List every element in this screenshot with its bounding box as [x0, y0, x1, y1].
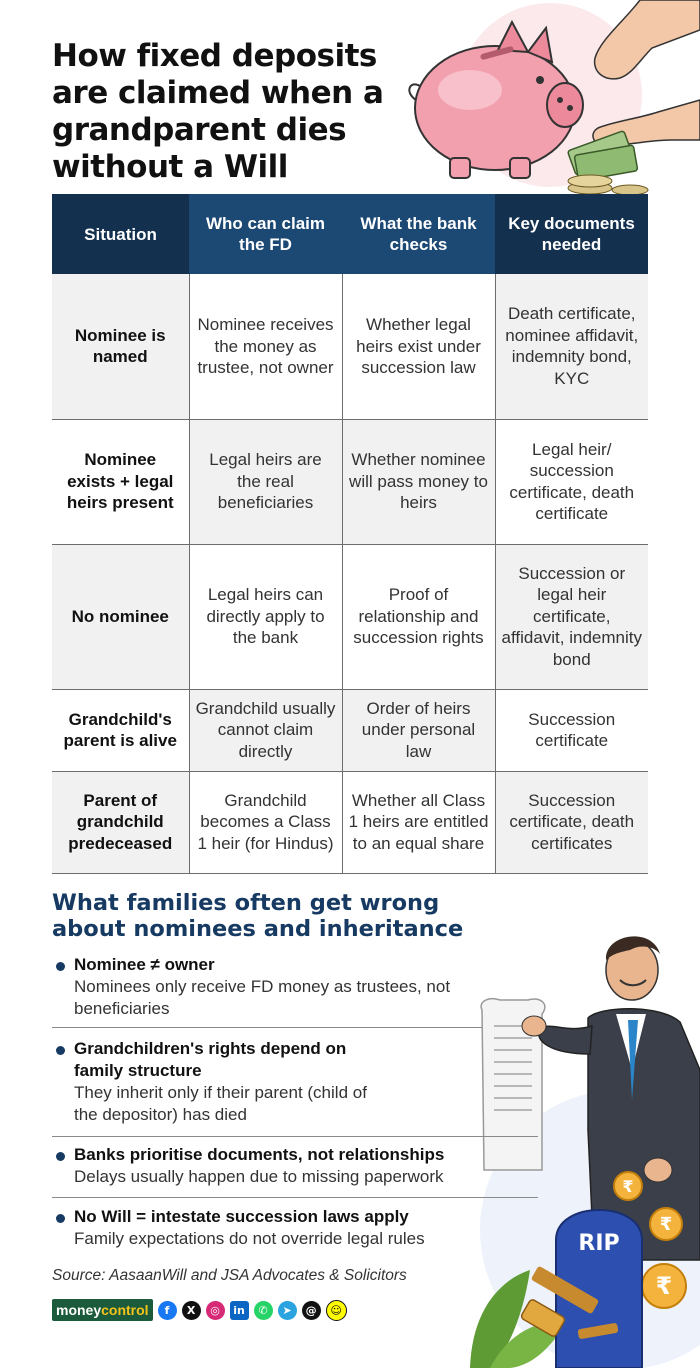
table-row	[52, 419, 648, 544]
divider	[52, 1197, 538, 1198]
table-cell: Legal heir/ succession certificate, death certificate	[495, 419, 648, 544]
table-cell: Succession or legal heir certificate, affidavit, indemnity bond	[495, 544, 648, 689]
table-header-row	[52, 194, 648, 274]
footer-brand-row	[52, 1298, 347, 1322]
threads-icon[interactable]: @	[302, 1301, 321, 1320]
situation-cell: No nominee	[52, 544, 189, 689]
tip-body: Nominees only receive FD money as trustees, not beneficiaries	[74, 977, 451, 1018]
rupee-symbol: ₹	[659, 1214, 673, 1235]
tip-body: Delays usually happen due to missing paperwork	[74, 1167, 444, 1186]
table-cell: Succession certificate, death certificates	[495, 771, 648, 873]
rupee-symbol: ₹	[655, 1272, 673, 1300]
table-cell: Whether all Class 1 heirs are entitled to an equal share	[342, 771, 495, 873]
fd-claims-table	[52, 194, 648, 874]
telegram-icon[interactable]: ➤	[278, 1301, 297, 1320]
rupee-symbol: ₹	[622, 1177, 634, 1196]
situation-cell: Nominee is named	[52, 274, 189, 419]
divider	[52, 1136, 538, 1137]
tip-heading: Grandchildren's rights depend on family structure	[52, 1038, 382, 1082]
tombstone-label: RIP	[578, 1231, 620, 1256]
table-cell: Whether legal heirs exist under succession law	[342, 274, 495, 419]
table-cell: Legal heirs can directly apply to the bank	[189, 544, 342, 689]
situation-cell: Nominee exists + legal heirs present	[52, 419, 189, 544]
tip-heading: No Will = intestate succession laws apply	[52, 1206, 542, 1228]
table-cell: Proof of relationship and succession rights	[342, 544, 495, 689]
table-cell: Grandchild usually cannot claim directly	[189, 689, 342, 771]
instagram-icon[interactable]: ◎	[206, 1301, 225, 1320]
column-header: Key documents needed	[495, 194, 648, 274]
linkedin-icon[interactable]: in	[230, 1301, 249, 1320]
snapchat-icon[interactable]: ☺	[326, 1300, 347, 1321]
tip-item	[52, 1038, 382, 1126]
table-row	[52, 544, 648, 689]
table-cell: Whether nominee will pass money to heirs	[342, 419, 495, 544]
section-heading: What families often get wrong about nominees and inheritance	[52, 890, 464, 942]
tip-item	[52, 1144, 542, 1188]
tip-body: Family expectations do not override legal rules	[74, 1229, 425, 1248]
source-note: Source: AasaanWill and JSA Advocates & Solicitors	[52, 1267, 407, 1284]
table-cell: Order of heirs under personal law	[342, 689, 495, 771]
situation-cell: Grandchild's parent is alive	[52, 689, 189, 771]
facebook-icon[interactable]: f	[158, 1301, 177, 1320]
page-title: How fixed deposits are claimed when a grandparent dies without a Will	[52, 38, 384, 185]
column-header: Situation	[52, 194, 189, 274]
tip-body: They inherit only if their parent (child of the depositor) has died	[74, 1083, 367, 1124]
piggy-bank-illustration	[400, 0, 700, 200]
whatsapp-icon[interactable]: ✆	[254, 1301, 273, 1320]
table-cell: Succession certificate	[495, 689, 648, 771]
divider	[52, 1027, 482, 1028]
tip-item	[52, 1206, 542, 1250]
moneycontrol-logo[interactable]: moneycontrol	[52, 1299, 153, 1321]
situation-cell: Parent of grandchild predeceased	[52, 771, 189, 873]
table-cell: Death certificate, nominee affidavit, indemnity bond, KYC	[495, 274, 648, 419]
table-row	[52, 689, 648, 771]
table-cell: Grandchild becomes a Class 1 heir (for Hindus)	[189, 771, 342, 873]
table-cell: Nominee receives the money as trustee, not owner	[189, 274, 342, 419]
column-header: Who can claim the FD	[189, 194, 342, 274]
column-header: What the bank checks	[342, 194, 495, 274]
tip-heading: Nominee ≠ owner	[52, 954, 542, 976]
table-cell: Legal heirs are the real beneficiaries	[189, 419, 342, 544]
x-icon[interactable]: X	[182, 1301, 201, 1320]
tip-item	[52, 954, 542, 1020]
table-row	[52, 274, 648, 419]
table-row	[52, 771, 648, 873]
tip-heading: Banks prioritise documents, not relationships	[52, 1144, 542, 1166]
